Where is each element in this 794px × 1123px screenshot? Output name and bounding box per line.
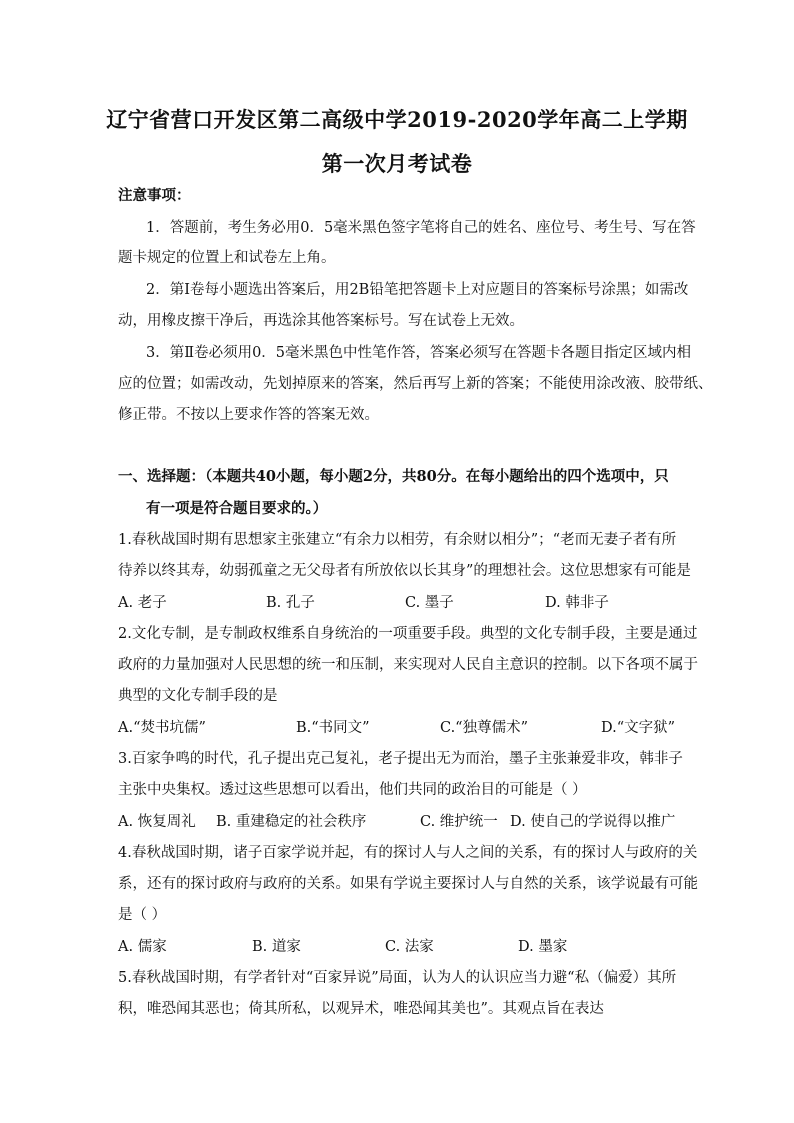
question-1-text-cont: 待养以终其寿，幼弱孤童之无父母者有所放依以长其身”的理想社会。这位思想家有可能是 (118, 563, 691, 579)
question-4-option-b: B. 道家 (252, 939, 301, 955)
question-2-option-d: D.“文字狱” (601, 720, 676, 736)
question-3-text: 3.百家争鸣的时代，孔子提出克己复礼，老子提出无为而治，墨子主张兼爱非攻，韩非子 (118, 751, 683, 767)
question-1-text: 1.春秋战国时期有思想家主张建立“有余力以相劳，有余财以相分”；“老而无妻子者有所 (118, 532, 677, 548)
notice-heading: 注意事项： (118, 187, 191, 204)
exam-title-line2: 第一次月考试卷 (321, 151, 473, 176)
question-4-text-cont2: 是（ ） (118, 907, 167, 923)
question-2-option-b: B.“书同文” (296, 720, 370, 736)
question-4-option-c: C. 法家 (385, 939, 434, 955)
exam-title-line1: 辽宁省营口开发区第二高级中学2019-2020学年高二上学期 (106, 107, 688, 132)
section-heading-cont: 有一项是符合题目要求的。） (146, 500, 328, 517)
notice-item-2-cont: 动，用橡皮擦干净后，再选涂其他答案标号。写在试卷上无效。 (118, 313, 524, 329)
notice-item-1: 1．答题前，考生务必用0．5毫米黑色签字笔将自己的姓名、座位号、考生号、写在答 (146, 220, 696, 236)
question-5-text: 5.春秋战国时期，有学者针对“百家异说”局面，认为人的认识应当力避“私（偏爱）其所 (118, 970, 677, 986)
question-3-option-a: A. 恢复周礼 (118, 814, 196, 830)
notice-item-1-cont: 题卡规定的位置上和试卷左上角。 (118, 250, 336, 266)
question-2-text: 2.文化专制，是专制政权维系自身统治的一项重要手段。典型的文化专制手段，主要是通过 (118, 626, 698, 642)
question-2-text-cont2: 典型的文化专制手段的是 (118, 688, 278, 704)
question-3-option-b: B. 重建稳定的社会秩序 (216, 814, 367, 830)
question-1-option-b: B. 孔子 (266, 595, 315, 611)
question-3-text-cont: 主张中央集权。透过这些思想可以看出，他们共同的政治目的可能是（ ） (118, 782, 587, 798)
question-4-option-a: A. 儒家 (118, 939, 167, 955)
question-2-option-a: A.“焚书坑儒” (118, 720, 206, 736)
question-4-text-cont: 系，还有的探讨政府与政府的关系。如果有学说主要探讨人与自然的关系，该学说最有可能 (118, 876, 698, 892)
question-3-option-d: D. 使自己的学说得以推广 (510, 814, 676, 830)
question-1-option-a: A. 老子 (118, 595, 167, 611)
question-2-option-c: C.“独尊儒术” (440, 720, 529, 736)
notice-item-2: 2．第Ⅰ卷每小题选出答案后，用2B铅笔把答题卡上对应题目的答案标号涂黑；如需改 (146, 282, 689, 298)
question-5-text-cont: 积，唯恐闻其恶也；倚其所私，以观异术，唯恐闻其美也”。其观点旨在表达 (118, 1001, 604, 1017)
notice-item-3-cont: 应的位置；如需改动，先划掉原来的答案，然后再写上新的答案；不能使用涂改液、胶带纸、 (118, 376, 713, 392)
section-heading: 一、选择题：（本题共40小题，每小题2分，共80分。在每小题给出的四个选项中，只 (118, 468, 669, 485)
question-3-option-c: C. 维护统一 (420, 814, 498, 830)
question-4-text: 4.春秋战国时期，诸子百家学说并起，有的探讨人与人之间的关系，有的探讨人与政府的关 (118, 845, 698, 861)
notice-item-3: 3．第Ⅱ卷必须用0．5毫米黑色中性笔作答，答案必须写在答题卡各题目指定区域内相 (146, 345, 692, 361)
notice-item-3-cont2: 修正带。不按以上要求作答的答案无效。 (118, 407, 379, 423)
question-4-option-d: D. 墨家 (518, 939, 568, 955)
question-1-option-d: D. 韩非子 (545, 595, 609, 611)
question-1-option-c: C. 墨子 (405, 595, 454, 611)
question-2-text-cont: 政府的力量加强对人民思想的统一和压制，来实现对人民自主意识的控制。以下各项不属于 (118, 657, 698, 673)
